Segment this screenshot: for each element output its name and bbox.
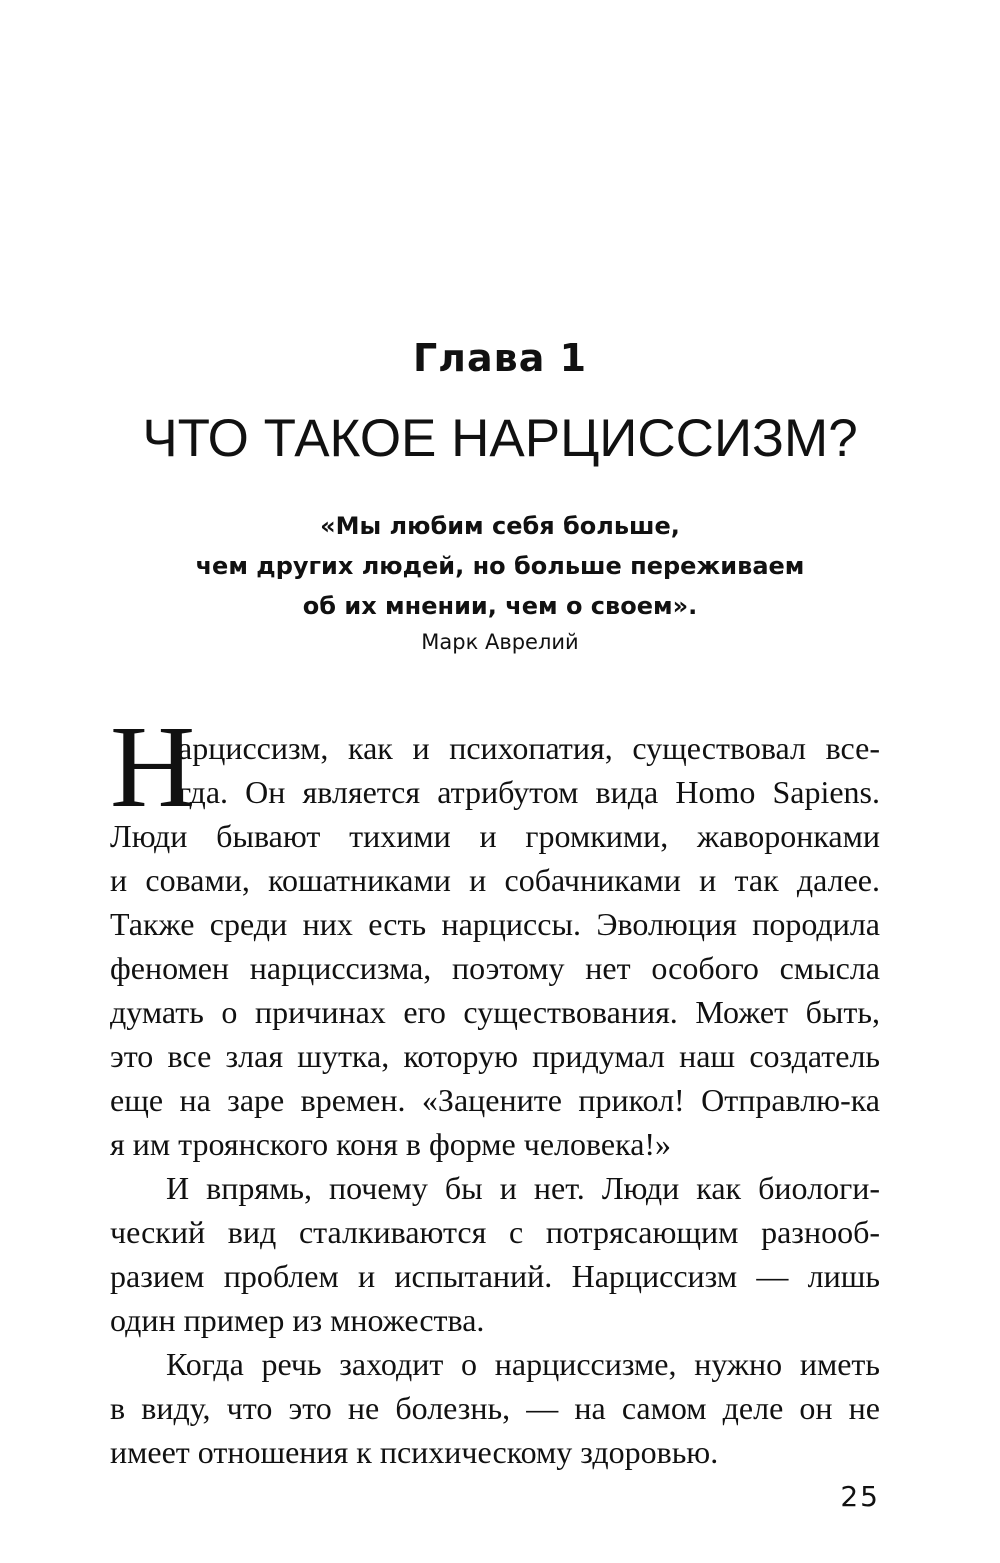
text-line: Также среди них есть нарциссы. Эволюция породила xyxy=(110,906,880,942)
text-line: я им троянского коня в форме человека!» xyxy=(110,1126,672,1162)
text-line: в виду, что это не болезнь, — на самом деле он не xyxy=(110,1390,880,1426)
text-line: ческий вид сталкиваются с потрясающим разнооб- xyxy=(110,1214,880,1250)
epigraph-line: чем других людей, но больше переживаем xyxy=(195,552,805,580)
epigraph-quote xyxy=(0,506,1000,626)
text-line: феномен нарциссизма, поэтому нет особого смысла xyxy=(110,950,880,986)
chapter-label: Глава 1 xyxy=(412,336,588,380)
text-line: и совами, кошатниками и собачниками и так далее. xyxy=(110,862,880,898)
text-line: думать о причинах его существования. Может быть, xyxy=(110,994,880,1030)
text-line: И впрямь, почему бы и нет. Люди как биологи- xyxy=(166,1170,880,1206)
chapter-title: ЧТО ТАКОЕ НАРЦИССИЗМ? xyxy=(142,409,858,468)
text-line: разием проблем и испытаний. Нарциссизм — лишь xyxy=(110,1258,880,1294)
text-line: Люди бывают тихими и громкими, жаворонками xyxy=(110,818,880,854)
page-number: 25 xyxy=(840,1480,880,1513)
text-line: еще на заре времен. «Зацените прикол! Отправлю-ка xyxy=(110,1082,880,1118)
epigraph-line: «Мы любим себя больше, xyxy=(320,512,680,540)
text-line: это все злая шутка, которую придумал наш создатель xyxy=(110,1038,880,1074)
epigraph-author: Марк Аврелий xyxy=(421,630,579,654)
drop-cap: Н xyxy=(110,701,196,832)
text-line: гда. Он является атрибутом вида Homo Sapiens. xyxy=(178,774,880,810)
text-line: арциссизм, как и психопатия, существовал все- xyxy=(178,730,880,766)
text-line: имеет отношения к психическому здоровью. xyxy=(110,1434,719,1470)
epigraph-line: об их мнении, чем о своем». xyxy=(302,592,698,620)
text-line: Когда речь заходит о нарциссизме, нужно иметь xyxy=(166,1346,880,1382)
text-line: один пример из множества. xyxy=(110,1302,485,1338)
